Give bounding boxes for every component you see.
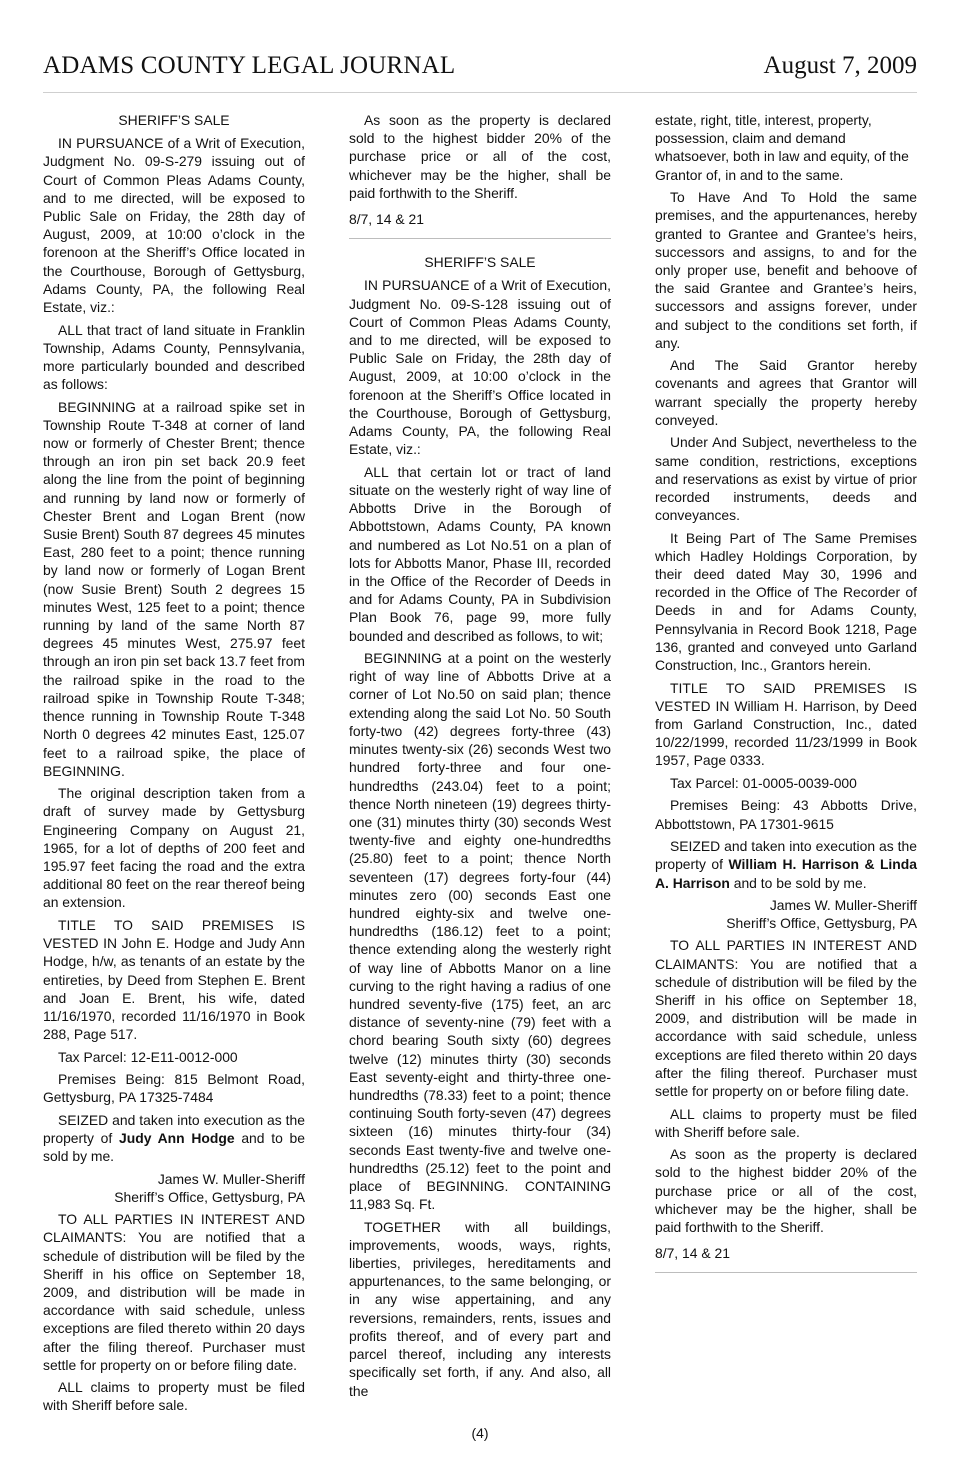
premises-address: Premises Being: 43 Abbotts Drive, Abbottstown, PA 17301-9615: [655, 797, 917, 832]
seized-text-end: and to be sold by me.: [43, 1130, 305, 1165]
column-1: [43, 111, 305, 1419]
seized-paragraph: [655, 837, 917, 892]
claims-notice: ALL claims to property must be filed with Sheriff before sale.: [655, 1105, 917, 1140]
premises-address: Premises Being: 815 Belmont Road, Gettysburg, PA 17325-7484: [43, 1071, 305, 1106]
defendant-name: Judy Ann Hodge: [119, 1130, 235, 1147]
warranty-paragraph: And The Said Grantor hereby covenants and agrees that Grantor will warrant specially the property hereby conveyed.: [655, 357, 917, 428]
source-deed-paragraph: It Being Part of The Same Premises which Hadley Holdings Corporation, by their deed dated May 30, 1996 and recorded in the Office of The Recorder of Deeds in and for Adams County, Pennsylvania in Record Book 1218, Page 136, granted and conveyed unto Garland Construction, Inc., Grantors herein.: [655, 529, 917, 674]
seized-paragraph: [43, 1111, 305, 1166]
tax-parcel: Tax Parcel: 01-0005-0039-000: [670, 774, 857, 791]
estate-paragraph: estate, right, title, interest, property, possession, claim and demand whatsoever, both in law and equity, of the Grantor of, in and to the same.: [655, 112, 909, 183]
divider: [349, 238, 611, 239]
sheriff-office: Sheriff’s Office, Gettysburg, PA: [114, 1188, 305, 1205]
title-paragraph: TITLE TO SAID PREMISES IS VESTED IN William H. Harrison, by Deed from Garland Construction, Inc., dated 10/22/1999, recorded 11/23/1999 in Book 1957, Page 0333.: [655, 679, 917, 769]
defendant-name: William H. Harrison & Linda A. Harrison: [655, 856, 917, 891]
divider: [655, 1272, 917, 1273]
tax-parcel: Tax Parcel: 12-E11-0012-000: [58, 1048, 238, 1065]
sheriff-signature: [655, 896, 917, 932]
publication-dates: 8/7, 14 & 21: [655, 1245, 730, 1262]
seized-text-end: and to be sold by me.: [729, 874, 867, 891]
issue-date: August 7, 2009: [763, 52, 917, 79]
distribution-notice: TO ALL PARTIES IN INTEREST AND CLAIMANTS: You are notified that a schedule of distribution will be filed by the Sheriff in his office on September 18, 2009, and distribution will be made in accordance with said schedule, unless exceptions are filed thereto within 20 days after the filing thereof. Purchaser must settle for property on or before filing date.: [655, 937, 917, 1100]
sheriff-office: Sheriff’s Office, Gettysburg, PA: [726, 915, 917, 932]
seized-text: SEIZED and taken into execution as the property of: [43, 1111, 305, 1147]
publication-dates: 8/7, 14 & 21: [349, 211, 424, 228]
journal-title: ADAMS COUNTY LEGAL JOURNAL: [43, 52, 456, 79]
lot-paragraph: ALL that certain lot or tract of land situate on the westerly right of way line of Abbotts Drive in the Borough of Abbottstown, Adams County, PA known and numbered as Lot No.51 on a plan of lots for Abbotts Manor, Phase III, recorded in the Office of the Recorder of Deeds in and for Adams County, PA in Subdivision Plan Book 76, page 99, more fully bounded and described as follows, to wit;: [349, 463, 611, 644]
sheriff-signature: [43, 1170, 305, 1206]
claims-notice: ALL claims to property must be filed with Sheriff before sale.: [43, 1379, 305, 1414]
column-2: [349, 111, 611, 1404]
description-paragraph: BEGINNING at a point on the westerly right of way line of Abbotts Drive at a corner of Lot No.50 on said plan; thence extending along the said Lot No. 50 South forty-two (42) degrees forty-three (43) minutes twenty-six (26) seconds West two hundred forty-three and four one-hundredths (243.04) feet to a point; thence North nineteen (19) degrees thirty-one (31) minutes thirty (30) seconds West twenty-five and eighty one-hundredths (25.80) feet to a point; thence North seventeen (17) degrees forty-four (44) minutes zero (00) seconds East one hundred eighty-six and twelve one-hundredths (186.12) feet to a point; thence extending along the westerly right of way line of Abbotts Manor on a line curving to the right having a radius of one hundred seventy-five (175) feet, an arc distance of seventy-nine (79) feet with a chord bearing South sixty (60) degrees twelve (12) minutes thirty (30) seconds East seventy-eight and thirty-three one-hundredths (78.33) feet to a point; thence continuing South forty-seven (47) degrees sixteen (16) minutes thirty-four (34) seconds East twenty-five and twelve one-hundredths (25.12) feet to the point and place of BEGINNING. CONTAINING 11,983 Sq. Ft.: [349, 650, 611, 1213]
writ-paragraph: IN PURSUANCE of a Writ of Execution, Judgment No. 09-S-279 issuing out of Court of Common Pleas Adams County, and to me directed, will be exposed to Public Sale on Friday, the 28th day of August, 2009, at 10:00 o’clock in the forenoon at the Sheriff’s Office located in the Courthouse, Borough of Gettysburg, Adams County, PA, the following Real Estate, viz.:: [43, 135, 305, 316]
writ-paragraph: IN PURSUANCE of a Writ of Execution, Judgment No. 09-S-128 issuing out of Court of Common Pleas Adams County, and to me directed, will be exposed to Public Sale on Friday, the 28th day of August, 2009, at 10:00 o’clock in the forenoon at the Sheriff’s Office located in the Courthouse, Borough of Gettysburg, Adams County, PA, the following Real Estate, viz.:: [349, 277, 611, 458]
title-paragraph: TITLE TO SAID PREMISES IS VESTED IN John E. Hodge and Judy Ann Hodge, h/w, as tenants of an estate by the entireties, by Deed from Stephen E. Brent and Joan E. Brent, his wife, dated 11/16/1970, recorded 11/16/1970 in Book 288, Page 517.: [43, 916, 305, 1043]
sale-heading: SHERIFF’S SALE: [424, 254, 536, 271]
payment-paragraph: As soon as the property is declared sold to the highest bidder 20% of the purchase price or all of the cost, whichever may be the higher, shall be paid forthwith to the Sheriff.: [655, 1146, 917, 1236]
sheriff-name: James W. Muller-Sheriff: [769, 897, 917, 913]
payment-paragraph: As soon as the property is declared sold to the highest bidder 20% of the purchase price or all of the cost, whichever may be the higher, shall be paid forthwith to the Sheriff.: [349, 112, 611, 201]
survey-paragraph: The original description taken from a draft of survey made by Gettysburg Engineering Company on August 21, 1965, for a lot of depths of 200 feet and 195.97 feet facing the road and the extra additional 80 feet on the rear thereof being an extension.: [43, 785, 305, 911]
subject-paragraph: Under And Subject, nevertheless to the same condition, restrictions, exceptions and reservations as exist by virtue of prior recorded instruments, deeds and conveyances.: [655, 434, 917, 524]
page-header: [43, 52, 917, 93]
habendum-paragraph: To Have And To Hold the same premises, and the appurtenances, hereby granted to Grantee and Grantee’s heirs, successors and assigns, to and for the only proper use, benefit and behoove of the said Grantee and Grantee’s heirs, successors and assigns forever, under and subject to the conditions set forth, if any.: [655, 189, 917, 351]
description-paragraph: BEGINNING at a railroad spike set in Township Route T-348 at corner of land now or formerly of Chester Brent; thence through an iron pin set back 20.9 feet along the line from the point of beginning and running by land now or formerly of Chester Brent and Logan Brent (now Susie Brent) South 87 degrees 45 minutes East, 280 feet to a point; thence running by land now or formerly of Logan Brent (now Susie Brent) South 2 degrees 15 minutes West, 125 feet to a point; thence running by land of the same North 87 degrees 45 minutes West, 275.97 feet through an iron pin set back 13.7 feet from the railroad spike in the road to the railroad spike in Township Route T-348; thence running in Township Route T-348 North 0 degrees 42 minutes East, 125.07 feet to a railroad spike, the place of BEGINNING.: [43, 398, 305, 779]
seized-text: SEIZED and taken into execution as the property of: [655, 838, 917, 873]
tract-paragraph: ALL that tract of land situate in Franklin Township, Adams County, Pennsylvania, more particularly bounded and described as follows:: [43, 321, 305, 393]
sale-heading: SHERIFF’S SALE: [118, 112, 230, 128]
distribution-notice: TO ALL PARTIES IN INTEREST AND CLAIMANTS: You are notified that a schedule of distribution will be filed by the Sheriff in his office on September 18, 2009, and distribution will be made in accordance with said schedule, unless exceptions are filed thereto within 20 days after the filing thereof. Purchaser must settle for property on or before filing date.: [43, 1211, 305, 1373]
column-3: [655, 111, 917, 1287]
sheriff-name: James W. Muller-Sheriff: [157, 1170, 305, 1187]
page-number: (4): [471, 1425, 489, 1441]
together-paragraph: TOGETHER with all buildings, improvements, woods, ways, rights, liberties, privileges, hereditaments and appurtenances, to the same belonging, or in any wise appertaining, and any reversions, remainders, rents, issues and profits thereof, and of every part and parcel thereof, including any interests specifically set forth, if any. And also, all the: [349, 1218, 611, 1399]
